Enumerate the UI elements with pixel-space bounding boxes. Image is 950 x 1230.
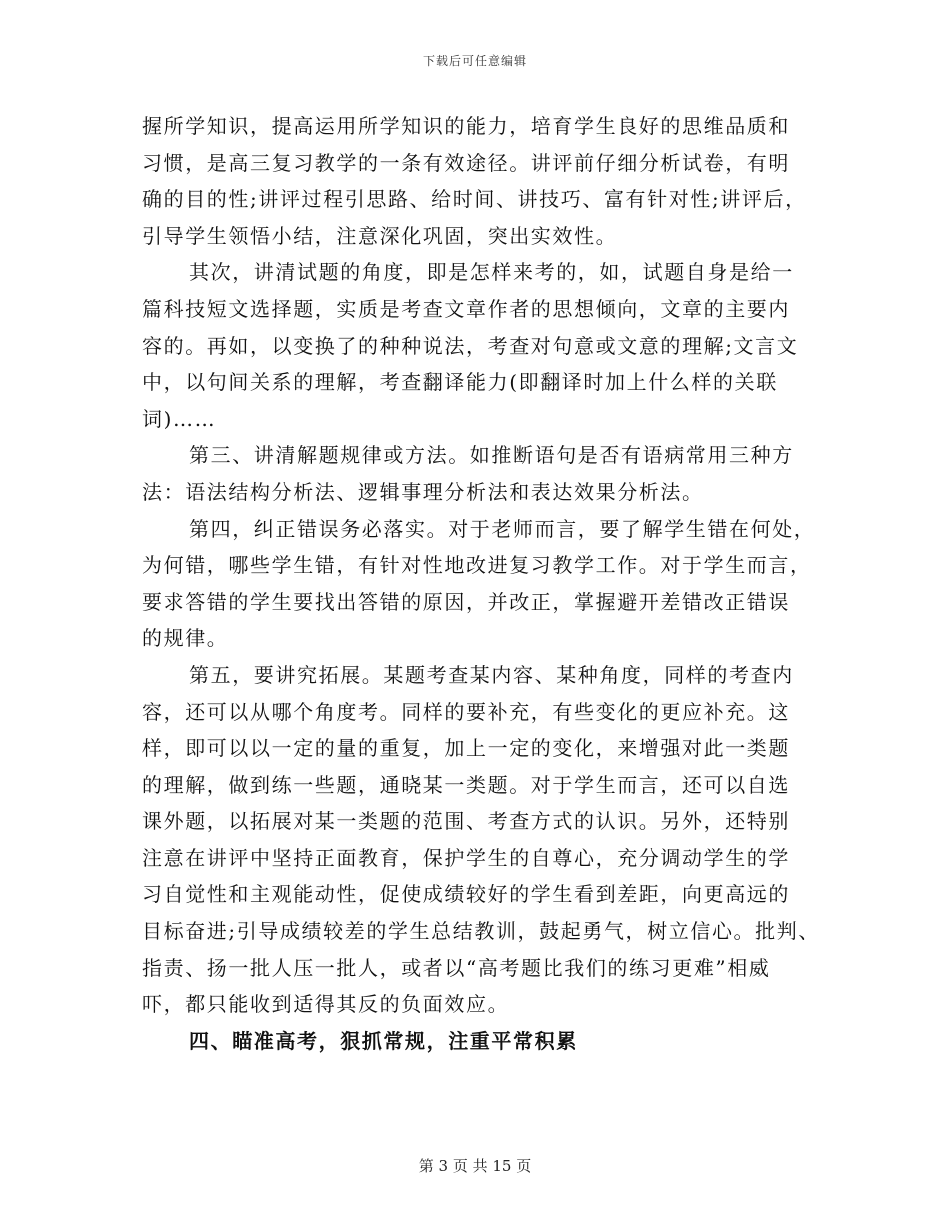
paragraph-line: 样，即可以以一定的量的重复，加上一定的变化，来增强对此一类题 xyxy=(142,736,790,761)
paragraph-line: 法：语法结构分析法、逻辑事理分析法和表达效果分析法。 xyxy=(142,479,704,504)
paragraph-line: 确的目的性;讲评过程引思路、给时间、讲技巧、富有针对性;讲评后， xyxy=(142,187,807,212)
paragraph-line: 引导学生领悟小结，注意深化巩固，突出实效性。 xyxy=(142,223,618,248)
paragraph-line: 习惯，是高三复习教学的一条有效途径。讲评前仔细分析试卷，有明 xyxy=(142,150,790,175)
page-number-footer: 第 3 页 共 15 页 xyxy=(418,1157,532,1175)
section-heading: 四、瞄准高考，狠抓常规，注重平常积累 xyxy=(189,1028,578,1053)
paragraph-line: 课外题，以拓展对某一类题的范围、考查方式的认识。另外，还特别 xyxy=(142,809,790,834)
paragraph-line: 第五，要讲究拓展。某题考查某内容、某种角度，同样的考查内 xyxy=(189,662,794,687)
paragraph-line: 的理解，做到练一些题，通晓某一类题。对于学生而言，还可以自选 xyxy=(142,772,790,797)
document-body xyxy=(142,108,820,1059)
paragraph-line: 篇科技短文选择题，实质是考查文章作者的思想倾向，文章的主要内 xyxy=(142,296,790,321)
paragraph-line: 第三、讲清解题规律或方法。如推断语句是否有语病常用三种方 xyxy=(189,443,794,468)
paragraph-line: 容的。再如，以变换了的种种说法，考查对句意或文意的理解;文言文 xyxy=(142,333,799,358)
paragraph-line: 吓，都只能收到适得其反的负面效应。 xyxy=(142,992,510,1017)
paragraph-line: 词)…… xyxy=(142,406,217,431)
paragraph-line: 第四，纠正错误务必落实。对于老师而言，要了解学生错在何处， xyxy=(189,516,816,541)
paragraph-line: 为何错，哪些学生错，有针对性地改进复习教学工作。对于学生而言， xyxy=(142,553,812,578)
paragraph-line: 注意在讲评中坚持正面教育，保护学生的自尊心，充分调动学生的学 xyxy=(142,845,790,870)
paragraph-line: 的规律。 xyxy=(142,626,229,651)
paragraph-line: 容，还可以从哪个角度考。同样的要补充，有些变化的更应补充。这 xyxy=(142,699,790,724)
paragraph-line: 要求答错的学生要找出答错的原因，并改正，掌握避开差错改正错误 xyxy=(142,589,790,614)
paragraph-line: 指责、扬一批人压一批人，或者以“高考题比我们的练习更难”相威 xyxy=(142,955,771,980)
paragraph-line: 目标奋进;引导成绩较差的学生总结教训，鼓起勇气，树立信心。批判、 xyxy=(142,919,820,944)
page-header: 下载后可任意编辑 xyxy=(422,54,527,68)
paragraph-line: 握所学知识，提高运用所学知识的能力，培育学生良好的思维品质和 xyxy=(142,114,790,138)
paragraph-line: 习自觉性和主观能动性，促使成绩较好的学生看到差距，向更高远的 xyxy=(142,882,790,907)
paragraph-line: 其次，讲清试题的角度，即是怎样来考的，如，试题自身是给一 xyxy=(189,260,794,285)
paragraph-line: 中，以句间关系的理解，考查翻译能力(即翻译时加上什么样的关联 xyxy=(142,370,778,395)
